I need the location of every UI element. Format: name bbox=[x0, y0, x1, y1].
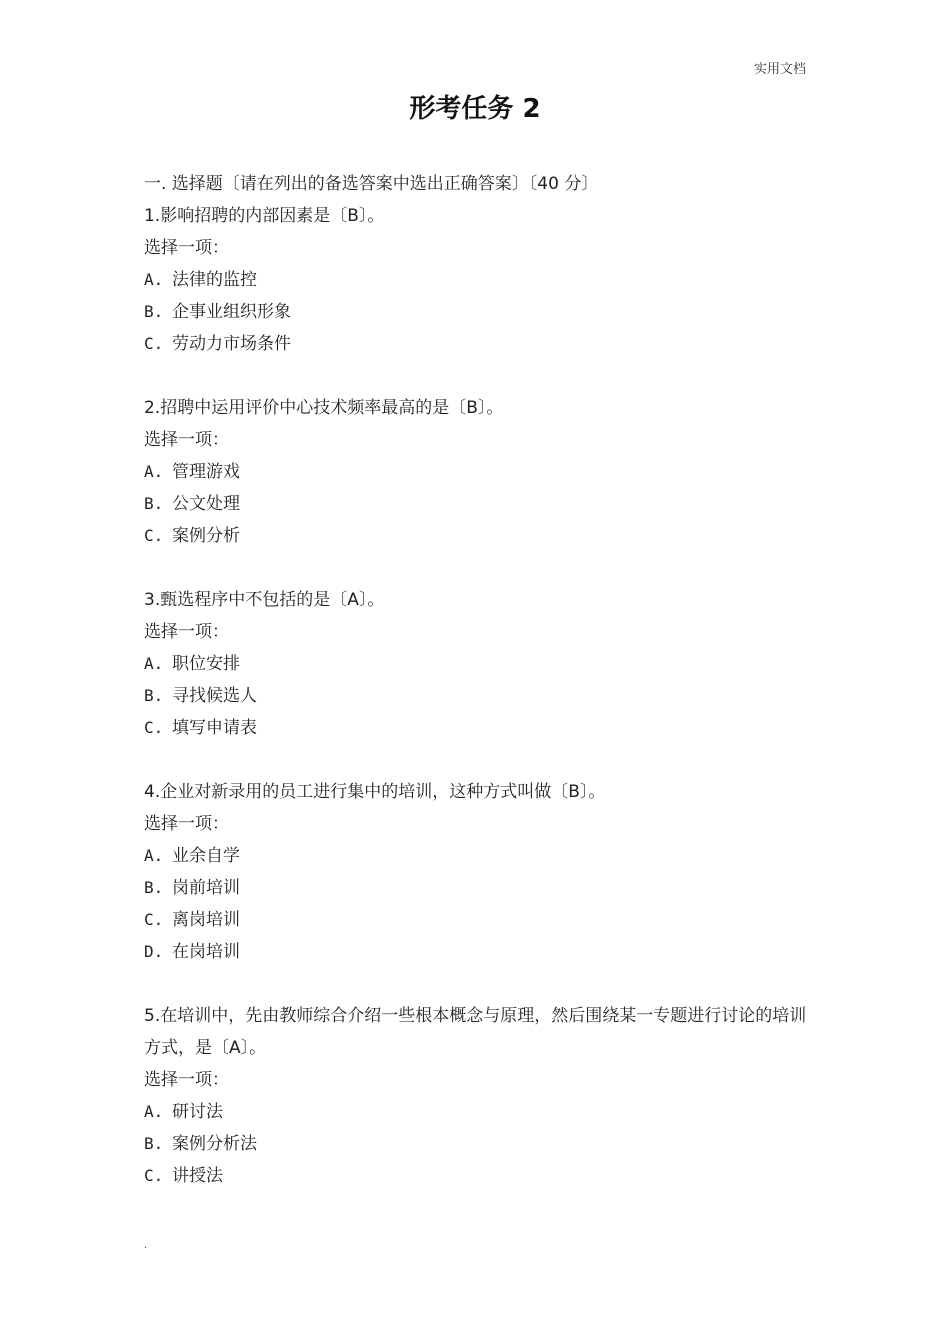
spacer bbox=[144, 552, 808, 584]
option-text: 企事业组织形象 bbox=[172, 302, 291, 322]
question-block-1 bbox=[144, 200, 808, 360]
question-block-4 bbox=[144, 776, 808, 968]
option-item bbox=[144, 712, 808, 744]
question-text: 5.在培训中，先由教师综合介绍一些根本概念与原理，然后围绕某一专题进行讨论的培训方式，是〔A〕。 bbox=[144, 1006, 807, 1058]
select-prompt: 选择一项： bbox=[144, 622, 229, 642]
question-text: 3.甄选程序中不包括的是〔A〕。 bbox=[144, 590, 385, 610]
option-text: 职位安排 bbox=[172, 654, 240, 674]
option-item bbox=[144, 264, 808, 296]
option-letter: C. bbox=[144, 1166, 164, 1185]
option-item bbox=[144, 680, 808, 712]
spacer bbox=[144, 360, 808, 392]
option-text: 管理游戏 bbox=[172, 462, 240, 482]
option-text: 离岗培训 bbox=[172, 910, 240, 930]
option-letter: A. bbox=[144, 846, 164, 865]
option-letter: B. bbox=[144, 302, 164, 321]
footer-mark: . bbox=[144, 1240, 148, 1251]
option-text: 案例分析 bbox=[172, 526, 240, 546]
option-letter: B. bbox=[144, 686, 164, 705]
option-text: 岗前培训 bbox=[172, 878, 240, 898]
option-text: 在岗培训 bbox=[172, 942, 240, 962]
option-item bbox=[144, 648, 808, 680]
option-letter: B. bbox=[144, 494, 164, 513]
option-text: 寻找候选人 bbox=[172, 686, 257, 706]
option-letter: C. bbox=[144, 526, 164, 545]
option-item bbox=[144, 840, 808, 872]
option-text: 业余自学 bbox=[172, 846, 240, 866]
option-letter: A. bbox=[144, 1102, 164, 1121]
option-item bbox=[144, 520, 808, 552]
section-heading: 一. 选择题〔请在列出的备选答案中选出正确答案〕〔40 分〕 bbox=[144, 174, 599, 194]
option-text: 劳动力市场条件 bbox=[172, 334, 291, 354]
option-item bbox=[144, 1096, 808, 1128]
select-prompt: 选择一项： bbox=[144, 814, 229, 834]
option-item bbox=[144, 904, 808, 936]
option-item bbox=[144, 1128, 808, 1160]
option-letter: A. bbox=[144, 462, 164, 481]
select-prompt: 选择一项： bbox=[144, 1070, 229, 1090]
option-text: 公文处理 bbox=[172, 494, 240, 514]
option-text: 案例分析法 bbox=[172, 1134, 257, 1154]
document-body bbox=[144, 168, 808, 1192]
option-letter: C. bbox=[144, 910, 164, 929]
option-item bbox=[144, 328, 808, 360]
option-item bbox=[144, 488, 808, 520]
select-prompt: 选择一项： bbox=[144, 238, 229, 258]
option-item bbox=[144, 936, 808, 968]
option-item bbox=[144, 296, 808, 328]
option-item bbox=[144, 1160, 808, 1192]
option-text: 填写申请表 bbox=[172, 718, 257, 738]
option-letter: A. bbox=[144, 270, 164, 289]
option-letter: B. bbox=[144, 1134, 164, 1153]
question-text: 2.招聘中运用评价中心技术频率最高的是〔B〕。 bbox=[144, 398, 504, 418]
question-block-5 bbox=[144, 1000, 808, 1192]
option-text: 研讨法 bbox=[172, 1102, 223, 1122]
option-text: 讲授法 bbox=[172, 1166, 223, 1186]
option-letter: C. bbox=[144, 718, 164, 737]
option-letter: C. bbox=[144, 334, 164, 353]
option-text: 法律的监控 bbox=[172, 270, 257, 290]
option-letter: A. bbox=[144, 654, 164, 673]
question-block-2 bbox=[144, 392, 808, 552]
spacer bbox=[144, 968, 808, 1000]
select-prompt: 选择一项： bbox=[144, 430, 229, 450]
spacer bbox=[144, 744, 808, 776]
option-letter: B. bbox=[144, 878, 164, 897]
page-title: 形考任务 2 bbox=[409, 94, 541, 124]
option-item bbox=[144, 456, 808, 488]
question-text: 4.企业对新录用的员工进行集中的培训，这种方式叫做〔B〕。 bbox=[144, 782, 606, 802]
question-block-3 bbox=[144, 584, 808, 744]
option-letter: D. bbox=[144, 942, 164, 961]
question-text: 1.影响招聘的内部因素是〔B〕。 bbox=[144, 206, 385, 226]
option-item bbox=[144, 872, 808, 904]
header-note: 实用文档 bbox=[753, 62, 806, 77]
